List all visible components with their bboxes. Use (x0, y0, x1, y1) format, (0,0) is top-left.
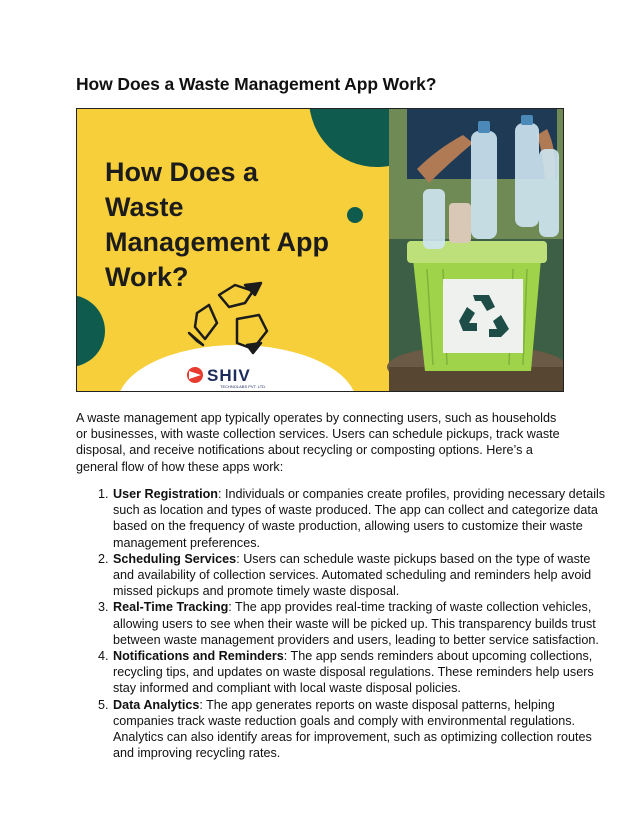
step-title: User Registration (113, 487, 218, 501)
step-body: : The app provides real-time tracking of waste collection vehicles, allowing users to see when their waste will be picked up. This transparency builds trust between waste management providers and users, leading to better service satisfaction. (113, 600, 599, 647)
steps-list (76, 486, 608, 761)
bin-label (443, 279, 523, 353)
page-title: How Does a Waste Management App Work? (76, 74, 437, 94)
recycling-bin-photo (387, 109, 563, 391)
step-title: Scheduling Services (113, 551, 237, 566)
logo-name: SHIV (207, 366, 251, 385)
intro-paragraph: A waste management app typically operates by connecting users, such as households or businesses, with waste collection services. Users can schedule pickups, track waste disposal, and receive notifications about recycling or composting options. Here’s a general flow of how these apps work: (76, 411, 560, 474)
list-item (112, 599, 608, 648)
step-title: Data Analytics (113, 697, 200, 712)
step-body: : The app generates reports on waste disposal patterns, helping companies track waste reduction goals and comply with environmental regulations. Analytics can also identify areas for improvement, such as optimizing collection routes and improving recycling rates. (113, 697, 592, 761)
list-item (112, 648, 608, 697)
list-item (112, 486, 608, 551)
banner-title-line-1: How Does a (105, 157, 259, 187)
list-item (112, 697, 608, 762)
list-item (112, 551, 608, 600)
banner-title-line-2: Waste (105, 192, 184, 222)
banner-title-line-4: Work? (105, 262, 189, 292)
step-body: : The app sends reminders about upcoming collections, recycling tips, and updates on waste disposal regulations. These reminders help users stay informed and compliant with local waste disposal policies. (113, 649, 594, 696)
step-title: Real-Time Tracking (113, 600, 229, 615)
banner-title-line-3: Management App (105, 227, 330, 257)
step-body: : Individuals or companies create profiles, providing necessary details such as location and types of waste produced. The app can collect and categorize data based on the frequency of waste production, allowing users to customize their waste management preferences. (113, 487, 606, 550)
logo-subtitle: TECHNOLABS PVT. LTD. (220, 384, 267, 389)
step-body: : Users can schedule waste pickups based on the type of waste and availability of collection services. Automated scheduling and reminders help avoid missed pickups and promote timely waste disposal. (113, 551, 592, 599)
banner-image (76, 108, 564, 392)
decor-dot (347, 207, 363, 223)
step-title: Notifications and Reminders (113, 649, 284, 664)
